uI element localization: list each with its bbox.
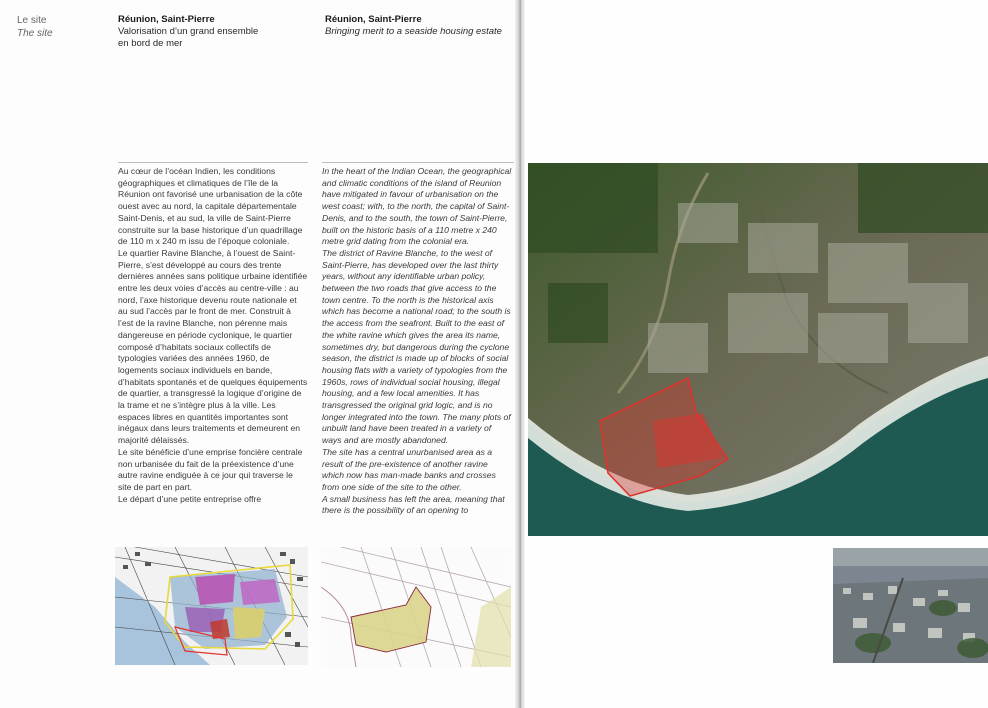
urban-plan-map <box>115 547 308 665</box>
paragraph: The site has a central unurbanised area as a result of the pre-existence of another ravine which now has man-made banks and crosses from one side of the site to the other. <box>322 446 496 492</box>
body-text-fr <box>118 166 308 505</box>
paragraph: A small business has left the area, meaning that there is the possibility of an opening to <box>322 493 505 516</box>
paragraph: Le départ d’une petite entreprise offre <box>118 493 262 504</box>
heading-fr-title: Réunion, Saint-Pierre <box>118 14 215 25</box>
paragraph: Le site bénéficie d’une emprise foncière centrale non urbanisée du fait de la préexistence d’une autre ravine endiguée à ce jour qui traverse le site de part en part. <box>118 446 303 492</box>
heading-fr-subtitle-2: en bord de mer <box>118 38 183 49</box>
section-label-fr: Le site <box>17 15 47 26</box>
section-label-en: The site <box>17 28 53 39</box>
paragraph: In the heart of the Indian Ocean, the geographical and climatic conditions of the island of Reunion have mitigated in favour of urbanisation on the west coast; with, to the north, the capital of Saint-Denis, and to the south, the town of Saint-Pierre, built on the historic basis of a 110 metre x 240 metre grid dating from the colonial era. <box>322 166 512 247</box>
heading-en-subtitle: Bringing merit to a seaside housing estate <box>325 26 502 37</box>
paragraph: The district of Ravine Blanche, to the west of Saint-Pierre, has developed over the last thirty years, without any identifiable urban policy, between the two roads that give access to the town centre. To the north is the historical axis which has become a national road; to the south is the access from the seafront. Built to the east of the white ravine which gives the area its name, sometimes dry, but dangerous during the cyclone season, the district is made up of blocks of social housing flats with a variety of typologies from the 1960s, rows of individual social housing, illegal housing, and a few local amenities. It has transgressed the original grid logic, and is no longer integrated into the town. The many plots of unbuilt land have been treated in a variety of ways and are mostly abandoned. <box>322 247 511 446</box>
paragraph: Le quartier Ravine Blanche, à l’ouest de Saint-Pierre, s’est développé au cours des trente dernières années sans politique urbaine identifiée entre les deux voies d’accès au centre-ville : au nord, l’axe historique devenu route nationale et au sud l’accès par le front de mer. Construit à l’est de la ravine Blanche, non pérenne mais dangereuse en période cyclonique, le quartier composé d’habitats sociaux collectifs de typologies variées des années 1960, de logements sociaux individuels en bande, d’habitats spontanés et de quelques équipements de quartier, a transgressé la logique d’origine de la trame et ne s’intègre plus à la ville. Les espaces libres en quantités importantes sont inégaux dans leurs traitements et demeurent en majorité délaissés. <box>118 247 308 446</box>
body-text-en <box>322 166 512 517</box>
aerial-photo-site <box>528 163 988 536</box>
book-gutter <box>515 0 525 708</box>
site-diagram-map <box>321 547 511 667</box>
heading-fr-subtitle-1: Valorisation d’un grand ensemble <box>118 26 259 37</box>
divider-en <box>322 162 514 163</box>
city-panorama-photo <box>833 548 988 663</box>
divider-fr <box>118 162 308 163</box>
heading-fr <box>118 14 298 50</box>
section-label <box>17 14 53 40</box>
heading-en-title: Réunion, Saint-Pierre <box>325 14 422 25</box>
paragraph: Au cœur de l’océan Indien, les conditions géographiques et climatiques de l’île de la Réunion ont favorisé une urbanisation de la côte ouest avec au nord, la capitale départementale Saint-Denis, et au sud, la ville de Saint-Pierre construite sur la base historique d’un quadrillage de 110 m x 240 m issu de l’époque coloniale. <box>118 166 303 247</box>
heading-en <box>325 14 515 38</box>
